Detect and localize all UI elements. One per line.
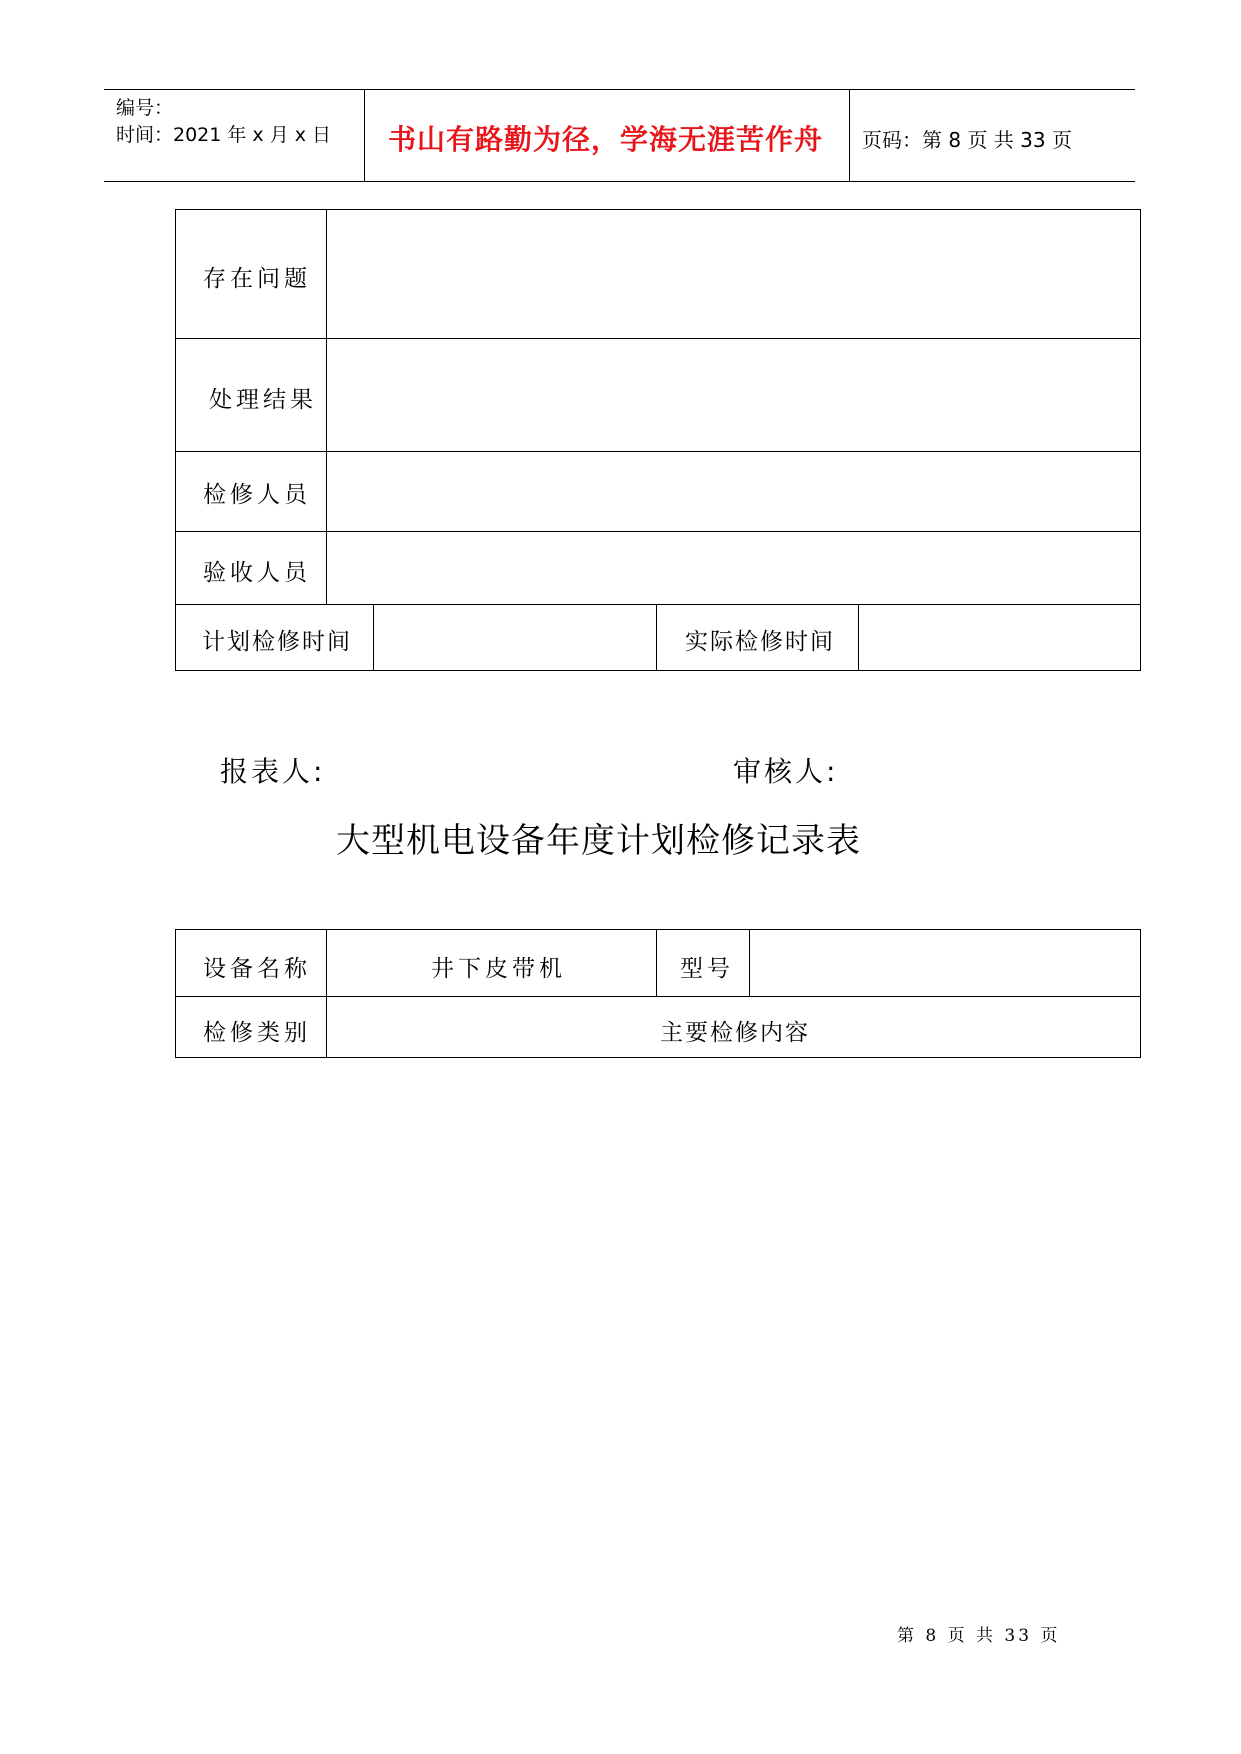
content-label: 主要检修内容: [660, 1020, 810, 1046]
planned-time-label: 计划检修时间: [202, 629, 352, 655]
result-label: 处理结果: [209, 387, 317, 413]
acceptance-staff-label: 验收人员: [203, 560, 311, 586]
model-value-cell[interactable]: [758, 936, 1132, 990]
row-divider: [176, 451, 1140, 452]
model-column-divider: [656, 930, 657, 996]
header-bottom-rule: [104, 181, 1135, 182]
problems-value-cell[interactable]: [336, 220, 1126, 328]
actual-time-label: 实际检修时间: [685, 629, 835, 655]
row-divider: [176, 531, 1140, 532]
header-number-label: 编号：: [116, 97, 174, 119]
row-divider: [176, 996, 1140, 997]
header-divider-right: [849, 89, 850, 181]
time-row-divider: [373, 604, 374, 670]
device-name-label: 设备名称: [203, 956, 311, 982]
repair-staff-label: 检修人员: [203, 482, 311, 508]
time-row-divider: [656, 604, 657, 670]
header-page-code: 页码：第 8 页 共 33 页: [862, 128, 1072, 152]
result-value-cell[interactable]: [336, 348, 1126, 443]
header-top-rule: [104, 89, 1135, 90]
model-value-divider: [749, 930, 750, 996]
header-divider-left: [364, 89, 365, 181]
footer-page-number: 第 8 页 共 33 页: [897, 1626, 1061, 1646]
category-label: 检修类别: [203, 1020, 311, 1046]
acceptance-staff-value-cell[interactable]: [336, 540, 1126, 596]
form-title: 大型机电设备年度计划检修记录表: [336, 821, 861, 861]
row-divider: [176, 338, 1140, 339]
repair-staff-value-cell[interactable]: [336, 460, 1126, 522]
model-label: 型号: [680, 956, 734, 982]
header-time-label: 时间：2021 年 x 月 x 日: [116, 124, 332, 146]
time-row-divider: [858, 604, 859, 670]
reporter-label: 报表人:: [220, 755, 326, 788]
reviewer-label: 审核人:: [733, 755, 839, 788]
label-column-divider: [326, 930, 327, 1057]
device-info-table: [175, 929, 1141, 1058]
label-column-divider: [326, 210, 327, 604]
row-divider: [176, 604, 1140, 605]
repair-result-table: [175, 209, 1141, 671]
header-motto: 书山有路勤为径，学海无涯苦作舟: [388, 123, 824, 156]
problems-label: 存在问题: [203, 266, 311, 292]
planned-time-value-cell[interactable]: [381, 610, 649, 664]
actual-time-value-cell[interactable]: [866, 610, 1132, 664]
device-name-value: 井下皮带机: [431, 956, 566, 982]
